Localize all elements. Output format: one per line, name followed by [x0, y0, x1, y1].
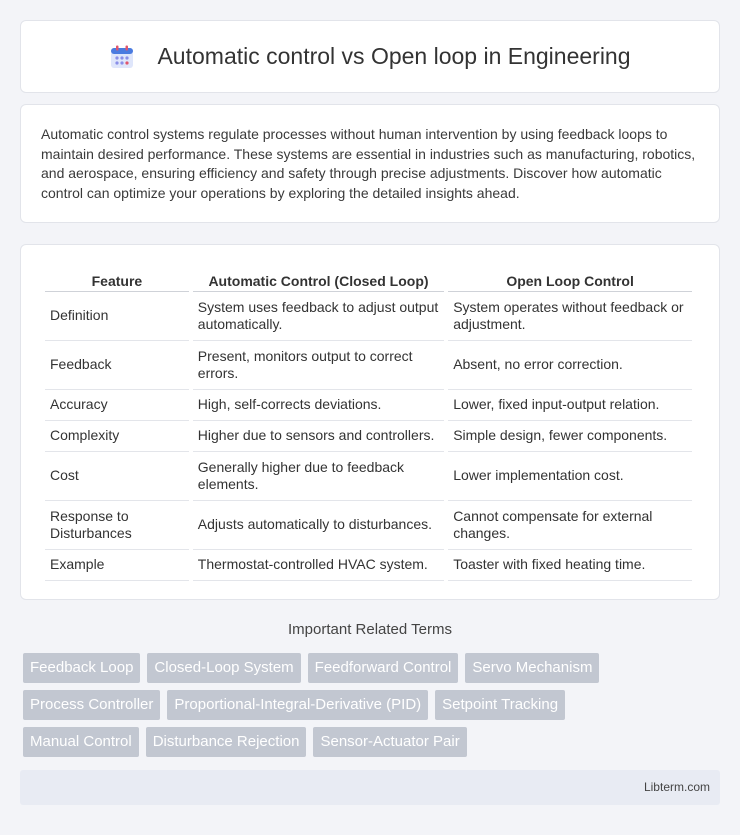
tag-row [23, 727, 723, 757]
term-tag[interactable]: Servo Mechanism [465, 653, 599, 683]
page-header [20, 20, 720, 93]
page-title: Automatic control vs Open loop in Engineering [157, 43, 631, 69]
table-row [45, 292, 692, 341]
table-cell: High, self-corrects deviations. [193, 390, 444, 421]
related-terms-list [23, 653, 723, 764]
comparison-table [41, 265, 696, 581]
table-cell: Simple design, fewer components. [448, 421, 692, 452]
term-tag[interactable]: Feedforward Control [308, 653, 459, 683]
term-tag[interactable]: Manual Control [23, 727, 139, 757]
footer [20, 770, 720, 805]
table-cell: Toaster with fixed heating time. [448, 550, 692, 581]
table-cell: Absent, no error correction. [448, 341, 692, 390]
term-tag[interactable]: Closed-Loop System [147, 653, 300, 683]
term-tag[interactable]: Sensor-Actuator Pair [313, 727, 466, 757]
table-cell: Thermostat-controlled HVAC system. [193, 550, 444, 581]
table-cell: Lower, fixed input-output relation. [448, 390, 692, 421]
table-cell: Cannot compensate for external changes. [448, 501, 692, 550]
table-cell: Complexity [45, 421, 189, 452]
calendar-icon [109, 44, 135, 70]
intro-section [20, 104, 720, 223]
table-cell: System operates without feedback or adjustment. [448, 292, 692, 341]
term-tag[interactable]: Proportional-Integral-Derivative (PID) [167, 690, 428, 720]
column-header: Automatic Control (Closed Loop) [193, 265, 444, 292]
column-header: Open Loop Control [448, 265, 692, 292]
term-tag[interactable]: Process Controller [23, 690, 160, 720]
table-cell: Lower implementation cost. [448, 452, 692, 501]
table-cell: Present, monitors output to correct errors. [193, 341, 444, 390]
table-row [45, 341, 692, 390]
table-cell: Higher due to sensors and controllers. [193, 421, 444, 452]
table-row [45, 421, 692, 452]
table-header-row [45, 265, 692, 292]
term-tag[interactable]: Setpoint Tracking [435, 690, 565, 720]
table-row [45, 550, 692, 581]
table-cell: Accuracy [45, 390, 189, 421]
table-cell: Cost [45, 452, 189, 501]
term-tag[interactable]: Feedback Loop [23, 653, 140, 683]
related-terms-title: Important Related Terms [288, 621, 452, 638]
intro-text: Automatic control systems regulate processes without human intervention by using feedback loops to maintain desired performance. These systems are essential in industries such as manufacturing, robotics, and aerospace, ensuring efficiency and safety through precise adjustments. Discover how automatic control can optimize your operations by exploring the detailed insights ahead. [41, 126, 696, 201]
table-cell: Adjusts automatically to disturbances. [193, 501, 444, 550]
table-cell: Response to Disturbances [45, 501, 189, 550]
comparison-table-card [20, 244, 720, 600]
table-cell: Definition [45, 292, 189, 341]
tag-row [23, 653, 723, 683]
table-cell: System uses feedback to adjust output automatically. [193, 292, 444, 341]
table-row [45, 390, 692, 421]
column-header: Feature [45, 265, 189, 292]
table-cell: Feedback [45, 341, 189, 390]
table-cell: Example [45, 550, 189, 581]
term-tag[interactable]: Disturbance Rejection [146, 727, 307, 757]
footer-site-link[interactable]: Libterm.com [643, 780, 710, 794]
tag-row [23, 690, 723, 720]
table-cell: Generally higher due to feedback elements. [193, 452, 444, 501]
table-row [45, 501, 692, 550]
table-row [45, 452, 692, 501]
